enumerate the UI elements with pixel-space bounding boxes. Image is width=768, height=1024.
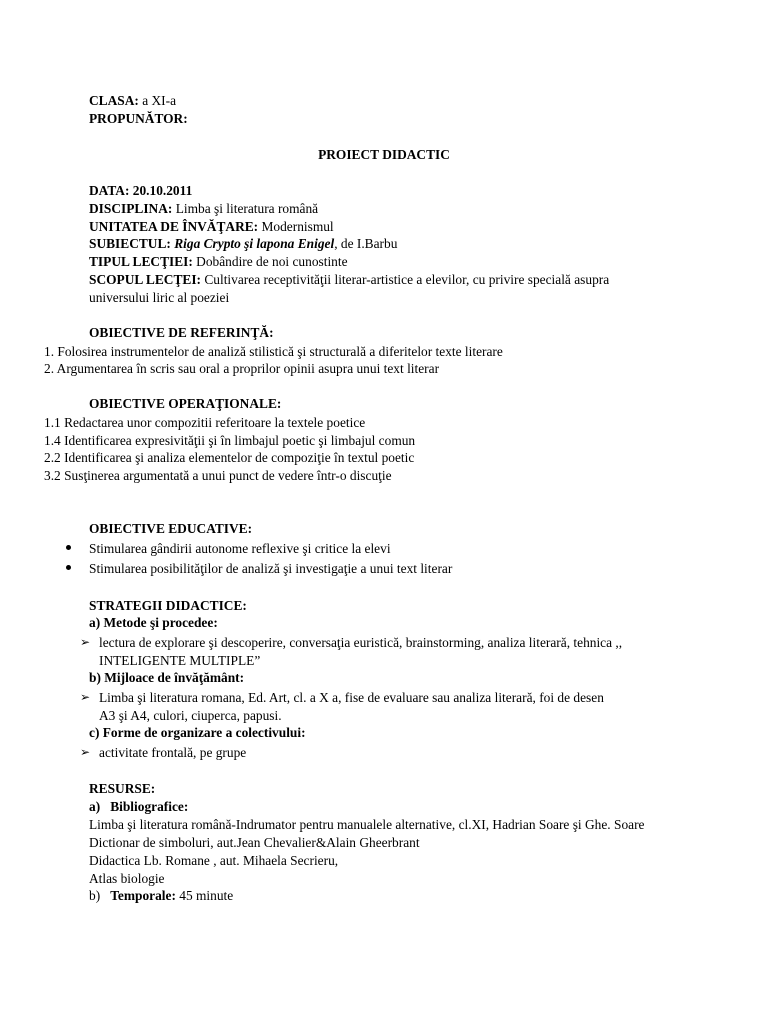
disciplina-line — [89, 200, 318, 217]
obiectiv-educativ-item: Stimularea posibilităţilor de analiză şi investigaţie a unui text literar — [89, 561, 453, 576]
metode-label: a) Metode şi procedee: — [89, 615, 218, 630]
obiectiv-operational-item: 3.2 Susţinerea argumentată a unui punct de vedere într-o discuţie — [44, 468, 392, 483]
bibliografice-line — [89, 798, 188, 815]
unitatea-line — [89, 218, 334, 235]
scopul-value-line1: Cultivarea receptivităţii literar-artistice a elevilor, cu privire specială asupra — [204, 272, 610, 287]
forme-value: activitate frontală, pe grupe — [99, 745, 247, 760]
clasa-line — [89, 92, 176, 109]
clasa-value: a XI-a — [142, 93, 177, 108]
data-line: DATA: 20.10.2011 — [89, 183, 193, 198]
clasa-label: CLASA: — [89, 93, 139, 108]
scopul-line — [89, 271, 609, 288]
obiectiv-referinta-item: 1. Folosirea instrumentelor de analiză stilistică şi structurală a diferitelor texte literare — [44, 344, 503, 359]
arrow-bullet-icon: ➢ — [80, 745, 91, 759]
bibliografie-item: Atlas biologie — [89, 871, 165, 886]
mijloace-label: b) Mijloace de învăţământ: — [89, 670, 245, 685]
metode-line1: lectura de explorare şi descoperire, conversaţia euristică, brainstorming, analiza literară, tehnica ,, — [99, 635, 623, 650]
resurse-heading: RESURSE: — [89, 781, 156, 796]
obiectiv-educativ-item: Stimularea gândirii autonome reflexive şi critice la elevi — [89, 541, 391, 556]
subiectul-author: , de I.Barbu — [334, 236, 398, 251]
obiectiv-operational-item: 1.4 Identificarea expresivităţii şi în limbajul poetic şi limbajul comun — [44, 433, 416, 448]
bullet-icon — [66, 545, 71, 550]
arrow-bullet-icon: ➢ — [80, 635, 91, 649]
obiectiv-referinta-item: 2. Argumentarea în scris sau oral a proprilor opinii asupra unui text literar — [44, 361, 440, 376]
subiectul-label: SUBIECTUL: — [89, 236, 171, 251]
temporale-line — [89, 887, 233, 904]
unitatea-label: UNITATEA DE ÎNVĂŢARE: — [89, 219, 259, 234]
bibliografie-item: Dictionar de simboluri, aut.Jean Chevalier&Alain Gheerbrant — [89, 835, 420, 850]
mijloace-line1: Limba şi literatura romana, Ed. Art, cl. a X a, fise de evaluare sau analiza literară, foi de desen — [99, 690, 604, 705]
arrow-bullet-icon: ➢ — [80, 690, 91, 704]
strategii-heading: STRATEGII DIDACTICE: — [89, 598, 247, 613]
unitatea-value: Modernismul — [261, 219, 334, 234]
metode-line2: INTELIGENTE MULTIPLE” — [99, 653, 261, 668]
obiectiv-operational-item: 1.1 Redactarea unor compozitii referitoare la textele poetice — [44, 415, 366, 430]
temporale-label: Temporale: — [110, 888, 176, 903]
tipul-label: TIPUL LECŢIEI: — [89, 254, 193, 269]
bibliografie-item: Didactica Lb. Romane , aut. Mihaela Secrieru, — [89, 853, 339, 868]
page-title: PROIECT DIDACTIC — [318, 147, 450, 162]
propunator-label: PROPUNĂTOR: — [89, 111, 188, 126]
mijloace-line2: A3 şi A4, culori, ciuperca, papusi. — [99, 708, 282, 723]
obiective-educative-heading: OBIECTIVE EDUCATIVE: — [89, 521, 253, 536]
tipul-line — [89, 253, 348, 270]
disciplina-label: DISCIPLINA: — [89, 201, 173, 216]
obiective-operationale-heading: OBIECTIVE OPERAŢIONALE: — [89, 396, 282, 411]
bibliografice-label: Bibliografice: — [110, 799, 189, 814]
disciplina-value: Limba şi literatura română — [175, 201, 319, 216]
obiective-referinta-heading: OBIECTIVE DE REFERINŢĂ: — [89, 325, 274, 340]
temporale-prefix: b) — [89, 888, 101, 903]
tipul-value: Dobândire de noi cunostinte — [196, 254, 348, 269]
forme-label: c) Forme de organizare a colectivului: — [89, 725, 306, 740]
bibliografie-item: Limba şi literatura română-Indrumator pentru manualele alternative, cl.XI, Hadrian Soare şi Ghe. Soare — [89, 817, 645, 832]
scopul-value-line2: universului liric al poeziei — [89, 290, 230, 305]
temporale-value: 45 minute — [179, 888, 234, 903]
bullet-icon — [66, 565, 71, 570]
obiectiv-operational-item: 2.2 Identificarea şi analiza elementelor de compoziţie în textul poetic — [44, 450, 415, 465]
scopul-label: SCOPUL LECŢEI: — [89, 272, 201, 287]
bibliografice-prefix: a) — [89, 799, 101, 814]
subiectul-line — [89, 235, 397, 252]
subiectul-title: Riga Crypto şi lapona Enigel — [174, 236, 335, 251]
